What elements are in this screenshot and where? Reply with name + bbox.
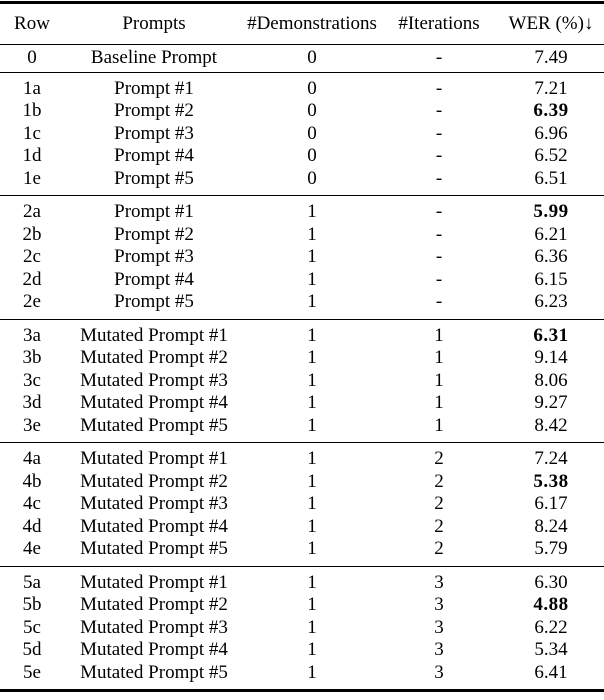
demonstrations-cell: 1	[307, 571, 317, 593]
wer-cell: 8.24	[534, 515, 568, 537]
table-row	[0, 123, 604, 146]
wer-cell: 7.24	[534, 448, 568, 469]
demonstrations-cell: 1	[307, 470, 317, 492]
row-id-cell: 2d	[22, 268, 42, 290]
wer-cell: 6.21	[534, 223, 568, 245]
table-row	[0, 347, 604, 370]
iterations-cell: -	[435, 167, 443, 189]
row-id-cell: 1b	[22, 100, 42, 121]
wer-cell: 6.30	[534, 571, 568, 593]
demonstrations-cell: 1	[307, 369, 317, 391]
demonstrations-cell: 1	[307, 223, 317, 245]
column-header-iterations: #Iterations	[398, 12, 480, 34]
prompt-cell: Mutated Prompt #4	[80, 515, 228, 537]
iterations-cell: 1	[434, 347, 444, 368]
row-id-cell: 0	[27, 47, 37, 68]
column-header-row: Row	[14, 12, 50, 34]
row-id-cell: 3c	[23, 369, 41, 391]
prompt-cell: Prompt #4	[114, 145, 194, 166]
wer-cell: 6.96	[534, 122, 568, 144]
row-id-cell: 4c	[23, 493, 41, 514]
table-row	[0, 594, 604, 617]
demonstrations-cell: 1	[307, 246, 317, 267]
table-row	[0, 471, 604, 494]
prompt-cell: Prompt #3	[114, 122, 194, 144]
prompt-cell: Prompt #5	[114, 291, 194, 312]
demonstrations-cell: 0	[307, 122, 317, 144]
table-row	[0, 72, 604, 100]
table-section-1	[0, 72, 604, 196]
wer-cell: 7.49	[534, 47, 568, 68]
table-header	[0, 3, 604, 45]
iterations-cell: 2	[434, 470, 444, 492]
row-id-cell: 5a	[23, 571, 41, 593]
wer-cell: 6.23	[534, 291, 568, 312]
demonstrations-cell: 0	[307, 145, 317, 166]
prompt-cell: Mutated Prompt #5	[80, 661, 228, 683]
demonstrations-cell: 1	[307, 414, 317, 436]
prompt-cell: Prompt #2	[114, 100, 194, 121]
iterations-cell: 2	[434, 538, 444, 559]
table-row	[0, 392, 604, 415]
row-id-cell: 4e	[23, 538, 41, 559]
row-id-cell: 1a	[23, 77, 41, 99]
demonstrations-cell: 1	[307, 661, 317, 683]
prompt-cell: Prompt #2	[114, 223, 194, 245]
iterations-cell: 2	[434, 515, 444, 537]
wer-cell: 6.17	[534, 493, 568, 514]
row-id-cell: 3e	[23, 414, 41, 436]
wer-cell: 4.88	[533, 594, 569, 615]
wer-cell: 5.34	[534, 639, 568, 660]
table-row	[0, 246, 604, 269]
wer-cell: 6.15	[534, 268, 568, 290]
table-row	[0, 168, 604, 196]
prompt-cell: Mutated Prompt #3	[80, 616, 228, 638]
wer-cell: 6.31	[533, 324, 569, 346]
prompt-cell: Mutated Prompt #4	[80, 639, 228, 660]
wer-cell: 6.39	[533, 100, 569, 121]
prompt-cell: Mutated Prompt #1	[80, 324, 228, 346]
iterations-cell: -	[435, 122, 443, 144]
column-header-demonstrations: #Demonstrations	[247, 12, 377, 34]
wer-cell: 6.41	[534, 661, 568, 683]
wer-cell: 6.22	[534, 616, 568, 638]
iterations-cell: 1	[434, 414, 444, 436]
demonstrations-cell: 1	[307, 324, 317, 346]
table-row	[0, 516, 604, 539]
row-id-cell: 2c	[23, 246, 41, 267]
wer-cell: 6.36	[534, 246, 568, 267]
table-row	[0, 566, 604, 594]
row-id-cell: 3b	[22, 347, 42, 368]
wer-cell: 7.21	[534, 77, 568, 99]
table-section-2	[0, 196, 604, 320]
iterations-cell: -	[435, 145, 443, 166]
iterations-cell: -	[435, 47, 443, 68]
table-row	[0, 617, 604, 640]
prompt-cell: Mutated Prompt #3	[80, 369, 228, 391]
row-id-cell: 1c	[23, 122, 41, 144]
prompt-cell: Mutated Prompt #2	[80, 347, 228, 368]
row-id-cell: 4d	[22, 515, 42, 537]
table-row	[0, 291, 604, 319]
demonstrations-cell: 1	[307, 201, 317, 222]
demonstrations-cell: 1	[307, 538, 317, 559]
table-row	[0, 196, 604, 224]
iterations-cell: -	[435, 77, 443, 99]
row-id-cell: 2e	[23, 291, 41, 312]
table-section-4	[0, 443, 604, 567]
prompt-cell: Mutated Prompt #5	[80, 538, 228, 559]
iterations-cell: 3	[434, 594, 444, 615]
iterations-cell: 3	[434, 639, 444, 660]
prompt-cell: Prompt #1	[114, 77, 194, 99]
demonstrations-cell: 0	[307, 167, 317, 189]
row-id-cell: 4a	[23, 448, 41, 469]
prompt-cell: Prompt #5	[114, 167, 194, 189]
iterations-cell: 3	[434, 661, 444, 683]
prompt-cell: Mutated Prompt #5	[80, 414, 228, 436]
demonstrations-cell: 1	[307, 268, 317, 290]
wer-cell: 9.14	[534, 347, 568, 368]
wer-cell: 8.42	[534, 414, 568, 436]
table-row	[0, 415, 604, 443]
header-row	[0, 3, 604, 45]
demonstrations-cell: 0	[307, 47, 317, 68]
iterations-cell: -	[435, 268, 443, 290]
demonstrations-cell: 1	[307, 448, 317, 469]
results-table	[0, 1, 604, 692]
demonstrations-cell: 0	[307, 100, 317, 121]
wer-cell: 6.51	[534, 167, 568, 189]
iterations-cell: -	[435, 223, 443, 245]
prompt-cell: Mutated Prompt #2	[80, 470, 228, 492]
row-id-cell: 2a	[23, 201, 41, 222]
table-row	[0, 443, 604, 471]
table-row	[0, 319, 604, 347]
row-id-cell: 5d	[22, 639, 42, 660]
wer-cell: 8.06	[534, 369, 568, 391]
iterations-cell: 1	[434, 392, 444, 413]
table-row	[0, 269, 604, 292]
wer-cell: 5.79	[534, 538, 568, 559]
table-row	[0, 639, 604, 662]
demonstrations-cell: 0	[307, 77, 317, 99]
prompt-cell: Mutated Prompt #1	[80, 571, 228, 593]
prompt-cell: Mutated Prompt #3	[80, 493, 228, 514]
demonstrations-cell: 1	[307, 347, 317, 368]
wer-cell: 5.99	[533, 201, 569, 222]
row-id-cell: 4b	[22, 470, 42, 492]
demonstrations-cell: 1	[307, 616, 317, 638]
table-row	[0, 45, 604, 73]
row-id-cell: 2b	[22, 223, 42, 245]
demonstrations-cell: 1	[307, 594, 317, 615]
table-row	[0, 100, 604, 123]
table-row	[0, 538, 604, 566]
iterations-cell: -	[435, 246, 443, 267]
row-id-cell: 5b	[22, 594, 42, 615]
column-header-wer: WER (%)↓	[508, 12, 594, 34]
iterations-cell: -	[435, 201, 443, 222]
demonstrations-cell: 1	[307, 639, 317, 660]
iterations-cell: 2	[434, 448, 444, 469]
prompt-cell: Prompt #1	[114, 201, 194, 222]
demonstrations-cell: 1	[307, 291, 317, 312]
iterations-cell: -	[435, 100, 443, 121]
prompt-cell: Mutated Prompt #2	[80, 594, 228, 615]
wer-cell: 6.52	[534, 145, 568, 166]
demonstrations-cell: 1	[307, 392, 317, 413]
wer-cell: 9.27	[534, 392, 568, 413]
table-row	[0, 370, 604, 393]
iterations-cell: 2	[434, 493, 444, 514]
prompt-cell: Mutated Prompt #1	[80, 448, 228, 469]
table-section-3	[0, 319, 604, 443]
table-section-5	[0, 566, 604, 691]
table-row	[0, 493, 604, 516]
row-id-cell: 5c	[23, 616, 41, 638]
table-row	[0, 224, 604, 247]
iterations-cell: -	[435, 291, 443, 312]
table-row	[0, 145, 604, 168]
demonstrations-cell: 1	[307, 493, 317, 514]
iterations-cell: 1	[434, 369, 444, 391]
prompt-cell: Mutated Prompt #4	[80, 392, 228, 413]
prompt-cell: Baseline Prompt	[90, 47, 218, 68]
row-id-cell: 1d	[22, 145, 42, 166]
row-id-cell: 5e	[23, 661, 41, 683]
row-id-cell: 1e	[23, 167, 41, 189]
prompt-cell: Prompt #4	[114, 268, 194, 290]
wer-cell: 5.38	[533, 470, 569, 492]
prompt-cell: Prompt #3	[114, 246, 194, 267]
table-row	[0, 662, 604, 691]
column-header-prompts: Prompts	[122, 12, 186, 34]
demonstrations-cell: 1	[307, 515, 317, 537]
row-id-cell: 3d	[22, 392, 42, 413]
iterations-cell: 1	[434, 324, 444, 346]
row-id-cell: 3a	[23, 324, 41, 346]
iterations-cell: 3	[434, 571, 444, 593]
table-section-0	[0, 45, 604, 73]
iterations-cell: 3	[434, 616, 444, 638]
